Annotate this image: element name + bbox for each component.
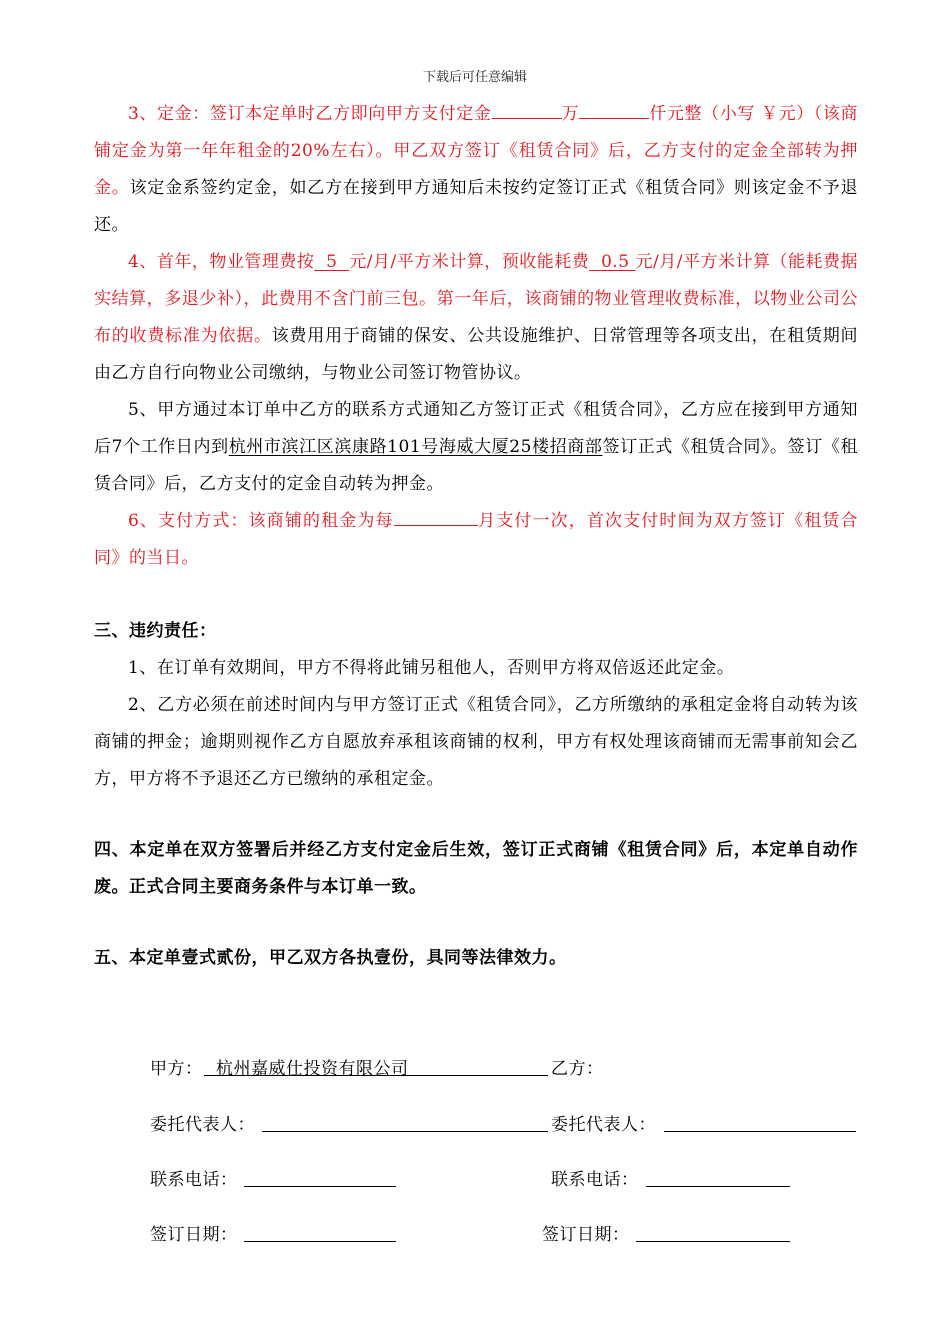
party-a-rep-input[interactable]: [262, 1131, 548, 1132]
clause-3-deposit-text: 3、定金：签订本定单时乙方即向甲方支付定金: [128, 104, 492, 124]
clause-5-rest: 签订正式《租赁合同》。签订《租赁合同》后，乙方支付的定金自动转为押金。: [94, 437, 858, 494]
party-b-phone-label: 联系电话：: [551, 1170, 639, 1190]
deposit-wan-blank[interactable]: [492, 100, 562, 119]
party-b-date-input[interactable]: [636, 1241, 790, 1242]
party-b-rep-input[interactable]: [664, 1131, 856, 1132]
party-a-phone-label: 联系电话：: [150, 1170, 238, 1190]
clause-4: [94, 244, 858, 392]
clause-5: [94, 392, 858, 503]
party-a-date-input[interactable]: [244, 1241, 396, 1242]
party-b-label: 乙方：: [551, 1059, 604, 1079]
party-a-phone-input[interactable]: [244, 1186, 396, 1187]
header-note: 下载后可任意编辑: [422, 70, 527, 85]
party-b-date-label: 签订日期：: [542, 1225, 630, 1245]
clause-4-rule: 元/月/平方米计算（能耗费据实结算，多退少补），此费用不含门前三包。第一年后，该商铺的物业管理收费标准，以物业公司公布的收费标准为依据。: [94, 252, 858, 346]
leasing-office-address: 杭州市滨江区滨康路101号海威大厦25楼招商部: [228, 437, 603, 457]
party-a-date-label: 签订日期：: [150, 1225, 238, 1245]
section-4: 四、本定单在双方签署后并经乙方支付定金后生效，签订正式商铺《租赁合同》后，本定单自动作废。正式合同主要商务条件与本订单一致。: [94, 840, 858, 897]
section-3-title: 三、违约责任：: [94, 621, 217, 641]
party-a-name: 杭州嘉威仕投资有限公司: [216, 1059, 409, 1079]
clause-3-forfeit-rule: 该定金系签约定金，如乙方在接到甲方通知后未按约定签订正式《租赁合同》则该定金不予退还。: [94, 178, 859, 235]
property-fee-value: 5: [326, 252, 338, 272]
party-a-line: [204, 1075, 548, 1076]
clause-3-wan: 万: [561, 104, 580, 124]
clause-6-payment-text: 6、支付方式：该商铺的租金为每: [128, 511, 394, 531]
party-b-phone-input[interactable]: [646, 1186, 790, 1187]
party-a-rep-label: 委托代表人：: [150, 1115, 255, 1135]
section-3-item-2: 2、乙方必须在前述时间内与甲方签订正式《租赁合同》，乙方所缴纳的承租定金将自动转为该商铺的押金；逾期则视作乙方自愿放弃承租该商铺的权利，甲方有权处理该商铺而无需事前知会乙方，甲方将不予退还乙方已缴纳的承租定金。: [94, 695, 858, 789]
clause-4-intro: 4、首年，物业管理费按: [128, 252, 315, 272]
section-3-item-1: 1、在订单有效期间，甲方不得将此铺另租他人，否则甲方将双倍返还此定金。: [128, 658, 735, 678]
energy-fee-value: 0.5: [601, 252, 630, 272]
deposit-qian-blank[interactable]: [579, 100, 649, 119]
clause-4-usage: 该费用用于商铺的保安、公共设施维护、日常管理等各项支出，在租赁期间由乙方自行向物业公司缴纳，与物业公司签订物管协议。: [94, 326, 859, 383]
clause-6: [94, 503, 858, 577]
party-a-label: 甲方：: [150, 1059, 203, 1079]
clause-3-amount-text: 仟元整（小写 ￥: [649, 104, 779, 124]
clause-5-text: 5、甲方通过本订单中乙方的联系方式通知乙方签订正式《租赁合同》，乙方应在接到甲方通知后7个工作日内到: [94, 400, 858, 457]
clause-6-rest: 月支付一次，首次支付时间为双方签订《租赁合同》的当日。: [94, 511, 858, 568]
clause-4-energy-text: 元/月/平方米计算，预收能耗费: [349, 252, 590, 272]
payment-months-blank[interactable]: [394, 507, 478, 526]
clause-3: [94, 96, 858, 244]
section-5: 五、本定单壹式贰份，甲乙双方各执壹份，具同等法律效力。: [94, 948, 567, 968]
document-body: [94, 96, 858, 977]
party-b-rep-label: 委托代表人：: [551, 1115, 656, 1135]
clause-3-deposit-rule: 元）（该商铺定金为第一年年租金的20%左右）。甲乙双方签订《租赁合同》后，乙方支付的定金全部转为押金。: [94, 104, 859, 198]
